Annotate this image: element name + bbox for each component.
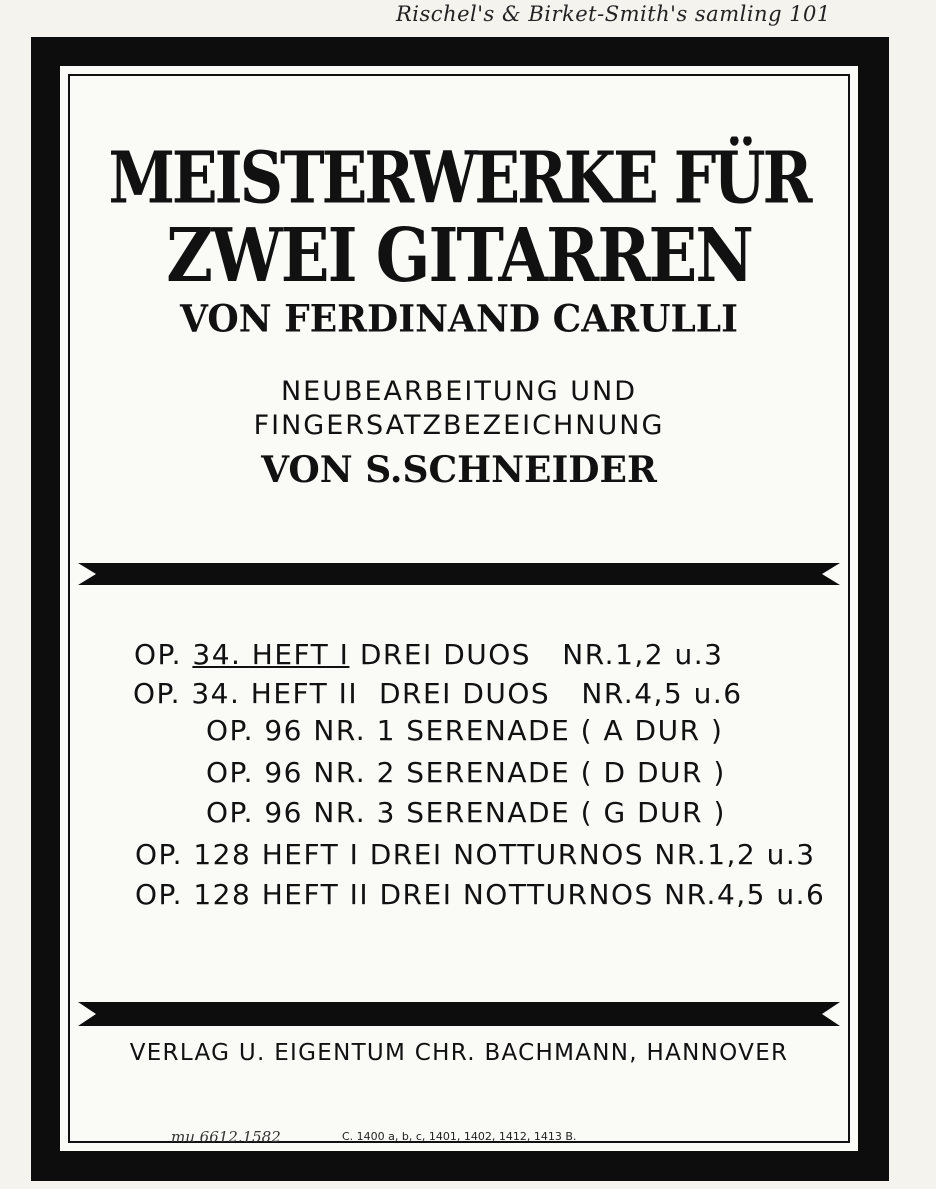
ribbon-divider-bottom: [78, 1002, 840, 1026]
publisher-line: VERLAG U. EIGENTUM CHR. BACHMANN, HANNOVER: [129, 1040, 789, 1066]
work-op-prefix: OP.: [134, 638, 193, 671]
plate-numbers: C. 1400 a, b, c, 1401, 1402, 1412, 1413 B.: [342, 1130, 577, 1143]
handwritten-collection-note: Rischel's & Birket-Smith's samling 101: [396, 2, 831, 26]
title-page: [60, 66, 858, 1151]
subtitle-line-3: VON S.SCHNEIDER: [261, 449, 657, 491]
subtitle-line-2: FINGERSATZBEZEICHNUNG: [253, 410, 665, 441]
work-description: DREI DUOS NR.1,2 u.3: [349, 638, 724, 671]
work-item-7: OP. 128 HEFT II DREI NOTTURNOS NR.4,5 u.6: [135, 878, 826, 911]
work-op-prefix: OP. 34. HEFT II: [133, 677, 359, 710]
title-line-1: MEISTERWERKE FÜR: [108, 137, 810, 221]
work-item-6: OP. 128 HEFT I DREI NOTTURNOS NR.1,2 u.3: [135, 838, 816, 871]
work-item-4: OP. 96 NR. 2 SERENADE ( D DUR ): [206, 756, 726, 789]
library-shelf-mark: mu 6612.1582: [171, 1128, 281, 1146]
work-description: DREI DUOS NR.4,5 u.6: [358, 677, 743, 710]
work-item-2: [133, 677, 743, 710]
work-underlined-opus: 34. HEFT I: [192, 638, 350, 671]
work-item-1: [134, 638, 723, 671]
ribbon-divider-top: [78, 563, 840, 585]
title-line-3: VON FERDINAND CARULLI: [180, 296, 738, 342]
title-line-2: ZWEI GITARREN: [166, 213, 752, 300]
subtitle-line-1: NEUBEARBEITUNG UND: [280, 376, 638, 407]
work-item-5: OP. 96 NR. 3 SERENADE ( G DUR ): [206, 796, 726, 829]
work-item-3: OP. 96 NR. 1 SERENADE ( A DUR ): [206, 714, 724, 747]
